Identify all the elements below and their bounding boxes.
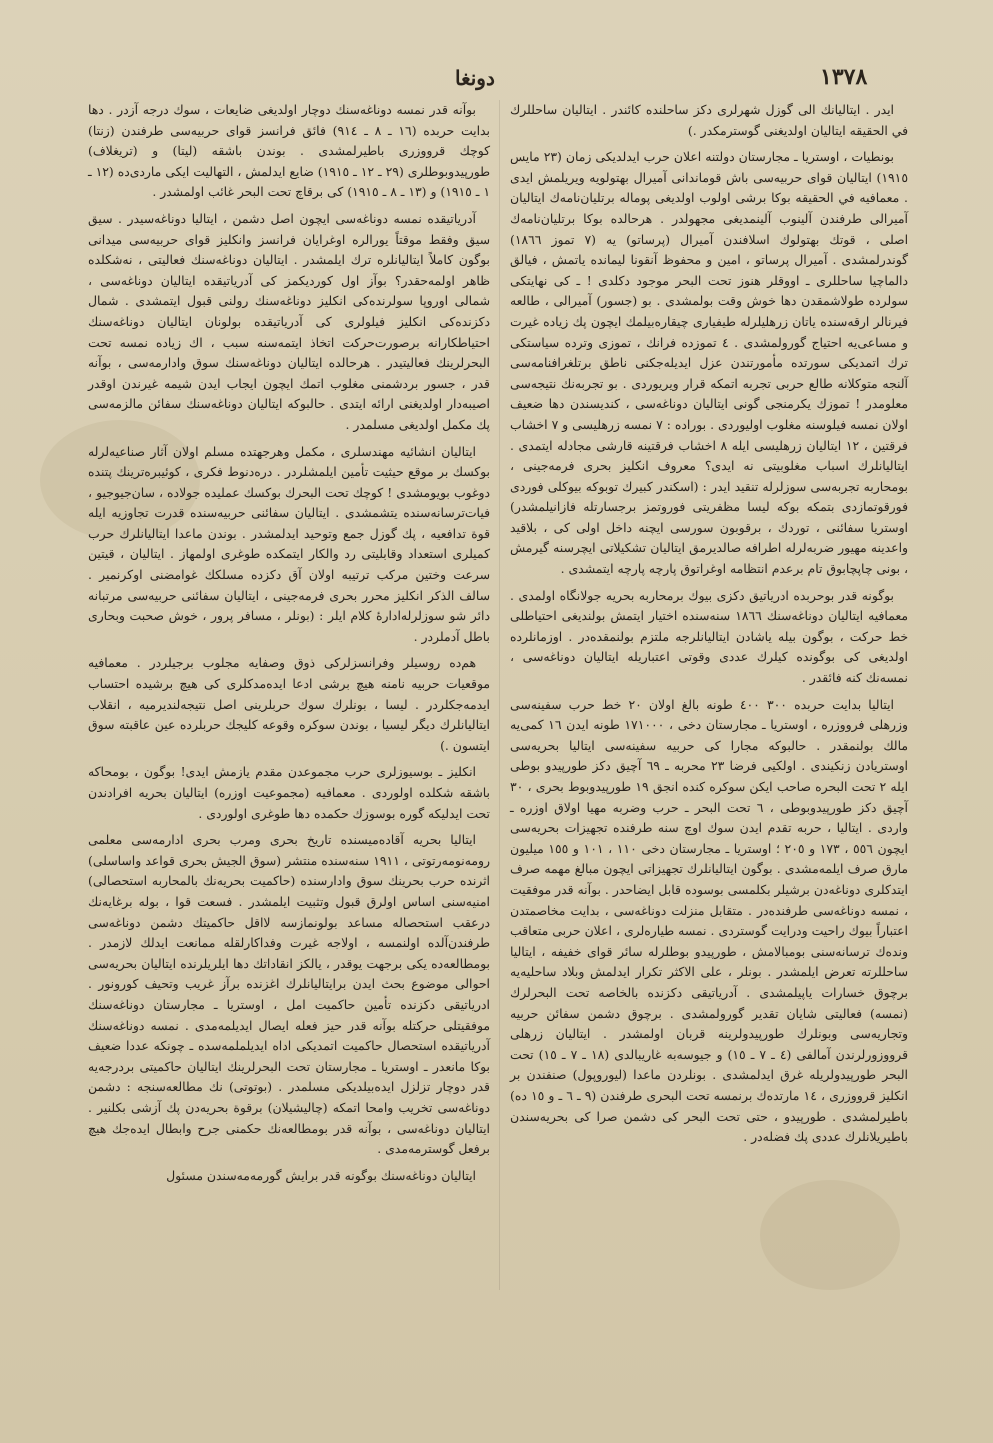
paragraph: ایتالیان انشائیه مهندسلری ، مکمل وهرجهتده مسلم اولان آثار صناعیه‌لرله بوکسك بر موقع حیثیت تأمین ایلمشلردر . دره‌دنوط فکری ، کوئیبره‌ترینك پتنده دوغوب بویومشدی ! کوچك تحت البحرك بوکسك عملیده جولاده ، سان‌جیوجیو ، فیات‌ترسانه‌سنده یتشمشدی . ایتالیان سفائنی حربیه‌سنده قدرت تجاوزیه ایله قوة تدافعیه ، پك گوزل جمع وتوحید ایدلمشدر . بوندن ماعدا ایتالیانلرك حرب کمیلری استعداد وقابلیتی رد والکار ایتمکده طوغری اولمهاز . ایتالیان ، قیتین سرعت وختین مرکب ترتیبه اولان آق دکزده مسلکك غوامضنی اوکرنمیر . سالف الذکر انکلیز محرر بحری فرمه‌جینی ، ایتالیان سفائنی حربیه‌سی مرتبانه دائر شو سوزلرله‌ادارهٔ کلام ایلر : (بونلر ، مسافر پرور ، خوش صحبت وبحاری باطل آدملردر .	[88, 443, 490, 644]
paragraph: آدریاتیقده نمسه دوناغه‌سی ایچون اصل دشمن ، ایتالیا دوناغه‌سیدر . سیق سیق وفقط موقتاً یورالره اوغرایان فرانسز وانکلیز قوای حربیه‌سی میدانی بوگون کاملاً ایتالیانلره ترك ایلمشدر . ایتالیان دوناغه‌سنك فعالیتی ، نه‌شکلده ظاهر اولمه‌حقدر؟ بوآز اول کوردیکمز کی آدریاتیقده ایتالیان دوناغه‌سی ، شمالی اوروپا سولرنده‌کی انکلیز دوناغه‌سنك رولنی قبول ایتمشدی . شمال دکزنده‌کی انکلیز فیلولری کی آدریاتیقده بولونان ایتالیان دوناغه‌سنك احتیاطکارانه برصورت‌حرکت اتخاذ ایتمه‌سنه سبب ، اك زیاده نمسه تحت البحرلرینك فعالیتیدر . هرحالده ایتالیان دوناغه‌سنك سوق وادارمه‌سی ، بوآنه قدر ، جسور بردشمنی مغلوب اتمك ایچون ایجاب ایدن شیمه غیرندن اوقدر اصیبه‌دار اولدیغنی ارائه ایتدی . حالبوکه ایتالیان دوناغه‌سنك سفائن مالزمه‌سی پك مکمل اولدیغی مسلمدر .	[88, 210, 490, 432]
paragraph: بوگونه قدر بوحربده ادریاتیق دکزی بیوك برمحاربه بحریه جولانگاه اولمدی . معمافیه ایتالیان دوناغه‌سنك ١٨٦٦ سنه‌سنده اختیار ایتمش بولندیغی احتیاطلی خط حرکت ، بوگون بیله یاشادن ایتالیانلرجه ملتزم بولنمقده‌در . اوزمانلرده اولدیغی کی بوگونده کیلرك عددی وقوتی اعتباریله ایتالیان دوناغه‌سی ، نمسه‌نك کنه فائقدر .	[510, 587, 908, 686]
paragraph: ایتالیان دوناغه‌سنك بوگونه قدر برایش گورمه‌مه‌سندن مسئول	[166, 1167, 476, 1183]
right-column	[510, 100, 908, 1154]
running-head: دونغا	[455, 66, 495, 90]
paragraph: ایدر . ایتالیانك الی گوزل شهرلری دکز ساحلنده کائندر . ایتالیان ساحللرك في الحقيقه ایتالیان اولدیغنی گوسترمکدر .)	[510, 102, 908, 138]
left-column	[88, 100, 490, 1192]
paragraph: بونطیات ، اوستریا ـ مجارستان دولتنه اعلان حرب ایدلدیکی زمان (٢٣ مایس ١٩١٥) ایتالیان قوای حربیه‌سی باش قوماندانی آمیرال بهتولویه ویریلمش ایدی . معمافیه في الحقيقه بوکا برشی اولوب اولدیغی پوماله برتلیان‌نامه‌ك ایتالیان آمیرالی طرفندن آلینوب آلینمدیغی مجهولدر . هرحالده بوکا برتلیان‌نامه‌ك اصلی ، قوتك بهتولوك اسلافندن آمیرال (پرساتو) یه (٧ تموز ١٨٦٦) گوندرلمشدی . آمیرال پرساتو ، امین و محفوظ آنقونا لیمانده یاتمش ، فیالق دالماچیا ساحللری ـ اووقلر هنوز تحت البحر موجود دکلدی ! ـ کی نهایتکی سولرده طولاشمقدن دها خوش وقت بولمشدی . بو (جسور) آمیرالی ، طالعه فیرنالر ارقه‌سنده یاتان زرهلیلرله طیفیاری چیقاره‌بیلمك ایچون پك زیاده غیرت و مساعی‌یه احتیاج گورولمشدی . ٤ تموزده فرانك ، تموزی وترده سیاستکی ترك اتمدیکی سورتده مأمورتندن عزل ایدیله‌جکنی ناطق برتلغرافنامه‌سی آلنجه متوکلانه طالع حربی تجربه اتمکه قرار ویریوردی . بو تجربه‌نك نتیجه‌سی معلومدر ! تموزك یکرمنجی گونی ایتالیان دوناغه‌سی ، کندیسندن دها ضعیف اولان نمسه فیلوسنه مغلوب اولیوردی . بوراده : ٧ نمسه زرهلیسی و ٧ اخشاب فرقتین ، ١٢ ایتالیان زرهلیسی ایله ٨ اخشاب فرقتینه قارشی مجادله ایتمدی . ایتالیانلرك اسباب مغلوبیتی نه ایدی؟ معروف انکلیز بحری فرمه‌جینی ، بومحاربه تجربه‌سی سوزلرله تنقید ایدر : (اسکندر کبیرك توبوکه بیوکلی فوردی فورقوتمازدی بتمکه بوکه لیسا مظفریتی فوروتمز برجسارتله فازانیلمشدر) اوستریا سفائنی ، توردك ، برقوبون سورسی ایچنه داخل اولی کی ، بلاقید واعدینه مهیور ضربه‌لرله اطرافه صالدیرمق ایتالیان تشکیلاتی ایچرسنه گیرمش ، بونی چاپچابوق تام برعدم انتظامه اوغراتوق پارچه پارچه ایتمشدی .	[510, 149, 909, 577]
column-divider	[499, 100, 500, 1290]
paragraph: ایتالیا بحریه آقاده‌میسنده تاریخ بحری ومرب بحری ادارمه‌سی معلمی رومه‌نومه‌رتوتی ، ١٩١١ سنه‌سنده منتشر (سوق الجیش بحری قواعد واساسلی) اثرنده حرب بحرینك سوق وادارسنده (حاکمیت بحریه‌نك بالمحاربه استحصالی) امنیه‌سنی اساس اولرق قبول وتثبیت ایلمشدر . فسعت قوا ، بوله برغایه‌نك درعقب استحصاله مساعد بولونمازسه لااقل حاکمیتك دشمن دوناغه‌سی طرفندن‌آلده اولنمسه ، اولاجه غیرت وفداکارلقله ممانعت ایدلك لازمدر . بومطالعه‌ده یکی برجهت یوقدر ، یالکز انقاداتك دها ایلریلرنده ایتالیان بحریه‌سی احوالی موضوع بحث ایدن برایتالیانلرك اغزنده برآز غریب وتحیف کورونور . ادریاتیقی دکزنده تأمین حاکمیت امل ، اوستریا ـ مجارستان دوناغه‌سنك موفقیتلی حرکتله بوآنه قدر حیز فعله ایصال ایدیلمه‌مدی . نمسه دوناغه‌سنك آدریاتیقده استحصال حاکمیت اتمدیکی اداه ایدیلملمه‌سده ـ چونکه عددا ضعیف بوکا مانعدر ـ اوستریا ـ مجارستان تحت البحرلرینك ایتالیان حاکمیتی بردرجه‌یه قدر دوچار تزلزل ایده‌بیلدیکی مسلمدر . (بوتوتی) نك مطالعه‌سنجه : دشمن دوناغه‌سی تخریب وامحا اتمکه (چالیشیلان) برقوة بحریه‌دن پك آزشی بکلنیر . ایتالیان دوناغه‌سی ، بوآنه قدر بومطالعه‌نك حکمنی جرح وابطال ایده‌جك هیچ برفعل گوسترمه‌مدی .	[88, 832, 490, 1157]
paragraph: بوآنه قدر نمسه دوناغه‌سنك دوچار اولدیغی ضایعات ، سوك درجه آزدر . دها بدایت حربده (١٦ ـ ٨ ـ ٩١٤) فائق فرانسز قوای حربیه‌سی طرفندن (زنتا) کوچك قرووزری باطیرلمشدی . بوندن باشقه (لیتا) و (تریغلاف) طورپیدوبوطلری (٢٩ ـ ١٢ ـ ١٩١٥) ضایع ایدلمش ، التهالیت ایکی ماردی‌ده (١٢ ـ ١ ـ ١٩١٥) و (١٣ ـ ٨ ـ ١٩١٥) کی برقاچ تحت البحر غائب اولمشدر .	[88, 102, 491, 200]
paragraph: ایتالیا بدایت حربده ٣٠٠ ٤٠٠ طونه بالغ اولان ٢٠ خط حرب سفینه‌سی وزرهلی فرووزره ، اوستریا ـ مجارستان دخی ، ١٧١٠٠٠ طونه ایدن ١٦ کمی‌یه مالك بولنمقدر . حالبوکه مجارا کی حربیه سفینه‌سی ایتالیا بحریه‌سی اوستریادن زنکیندی . اولکیی فرضا ٢٣ محربه ـ ٦٩ آچیق دکز طورپیدو بوطی ایله ٢ تحت البحره صاحب ایکن سوکره کنده انجق ١٩ طورپیدوبوط بحری ، ٣٠ آچیق دکز طورپیدوبوطی ، ٦ تحت البحر ـ حرب وضربه مهیا اولاق اوزره ـ واردی . ایتالیا ، حربه تقدم ایدن سوك اوچ سنه طرفنده تجهیزات بحریه‌سی ایچون ٥٥٦ ، ١٧٣ و ٢٠٥ ؛ اوستریا ـ مجارستان دخی ١١٠ ، ١٠١ و ١٥٥ میلیون مارق صرف ایلمه‌مشدی . بوگون ایتالیانلرك تجهیزاتی ایچون مبالغ مهمه صرف ایتدکلری دوناغه‌دن برشیلر بکلمسی بوسوده قابل ایضاحدر . بوآنه قدر موفقیت ، نمسه دوناغه‌سی طرفنده‌در . متقابل منزلت دوناغه‌سی ، بدایت مخاصمتدن اعتباراً بیوك راحیت ودرایت گوستردی . نمسه طیاره‌لری ، اعلان حربی متعاقب ونده‌ك ترسانه‌سنی بومبالامش ، طورپیدو بوطلرله سائر قوای خفیفه ، ایتالیا ساحللرته تعرض ایلمشدر . بونلر ، علی الاکثر تکرار ایدلمش وبلاد ساحلیه‌یه برچوق خسارات یاپیلمشدی . آدریاتیقی دکزنده بالخاصه تحت البحرلرك (نمسه) فعالیتی شایان تقدیر گورولمشدی . برچوق دشمن سفائن حربیه وتجاریه‌سی وبونلرك طورپیدولرینه قربان اولمشدر . ایتالیان زرهلی قرووزورلرندن آمالفی (٤ ـ ٧ ـ ١٥) و جیوسه‌به غاریبالدی (١٨ ـ ٧ ـ ١٥) تحت البحر طورپیدولریله غرق ایدلمشدی . بونلردن ماعدا (لیوروپول) صنفندن بر انکلیز قرووزری ، ١٤ مارتده‌ك برنمسه تحت البحری طرفندن (٩ ـ ٦ ـ و ١٥ ده) باطیرلمشدی . طورپیدو ، حتی تحت البحر کی دشمن صرا کی بحریه‌سندن باطیریلانلرك عددی پك فضله‌در .	[510, 696, 909, 1145]
page-header	[0, 64, 993, 100]
paper-stain	[760, 1180, 900, 1290]
paragraph: انکلیز ـ بوسیوزلری حرب مجموعدن مقدم یازمش ایدی! بوگون ، بومحاکه باشقه شکلده اولوردی . معمافیه (مجموعیت اوزره) ایتالیان بحریه افرادندن تحت ایدلیکه گوره بوسوزك حکمده دها طوغری اولوردی .	[88, 764, 490, 821]
page-number: ١٣٧٨	[820, 64, 868, 90]
paragraph: هم‌ده روسیلر وفرانسزلرکی ذوق وصفایه مجلوب برجیلردر . معمافیه موقعیات حربیه نامنه هیچ برشی ادعا ایده‌مدکلری کی هیچ برشیده احتساب ایدمه‌جکلردر . لیسا ، بونلرك سوك حربلرینی اصل نتیجه‌لندیرمیه ، انقلاب ایتالیانلرك دیگر لیسیا ، بوندن سوکره وقوعه کلیجك حربلرده عین عاقبته سوق ایتسون .)	[88, 655, 490, 753]
